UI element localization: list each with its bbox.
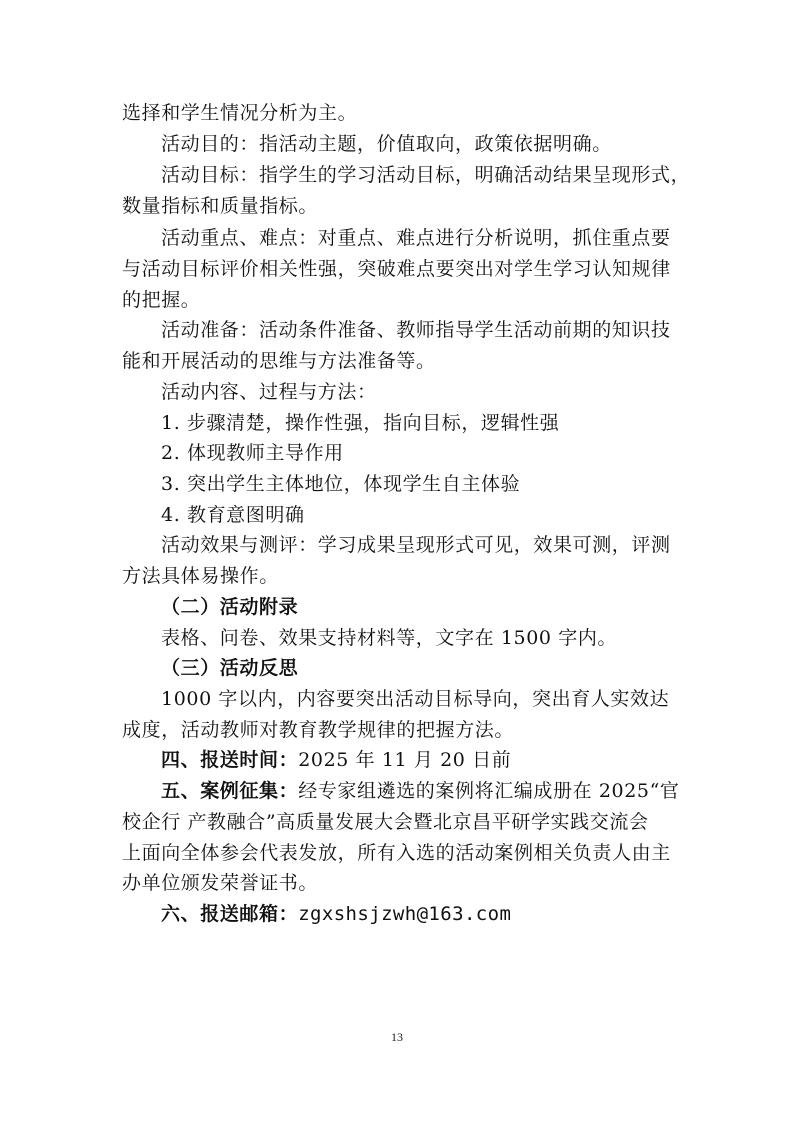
list-item: 2. 体现教师主导作用 [161,442,344,464]
collection-text: 办单位颁发荣誉证书。 [122,872,319,894]
section-body: 1000 字以内，内容要突出活动目标导向，突出育人实效达 [161,688,670,710]
collection-label: 五、案例征集： [161,780,299,802]
section-heading-reflection: （三）活动反思 [161,657,299,679]
list-item: 3. 突出学生主体地位，体现学生自主体验 [161,473,521,495]
paragraph-line: 与活动目标评价相关性强，突破难点要突出对学生学习认知规律 [122,258,671,280]
paragraph-line: 活动内容、过程与方法： [161,381,377,403]
paragraph-line: 选择和学生情况分析为主。 [122,102,358,124]
collection-text: 上面向全体参会代表发放，所有入选的活动案例相关负责人由主 [122,842,671,864]
paragraph-line: 数量指标和质量指标。 [122,195,319,217]
collection-line [161,776,680,806]
deadline-line [161,745,511,775]
paragraph-line: 活动效果与测评：学习成果呈现形式可见，效果可测，评测 [161,534,671,556]
collection-text: 校企行 产教融合”高质量发展大会暨北京昌平研学实践交流会 [122,811,649,833]
section-body: 成度，活动教师对教育教学规律的把握方法。 [122,719,515,741]
paragraph-line: 活动重点、难点：对重点、难点进行分析说明，抓住重点要 [161,227,671,249]
paragraph-line: 的把握。 [122,289,201,311]
list-item: 1. 步骤清楚，操作性强，指向目标，逻辑性强 [161,412,560,434]
email-address: zgxshsjzwh@163.com [298,903,512,925]
collection-text: 经专家组遴选的案例将汇编成册在 2025“官 [298,780,680,802]
paragraph-line: 能和开展活动的思维与方法准备等。 [122,350,436,372]
paragraph-line: 方法具体易操作。 [122,565,279,587]
section-heading-appendix: （二）活动附录 [161,596,299,618]
page-number: 13 [391,1030,403,1044]
deadline-label: 四、报送时间： [161,749,299,771]
deadline-value: 2025 年 11 月 20 日前 [298,749,512,771]
email-label: 六、报送邮箱： [161,903,299,925]
paragraph-line: 活动准备：活动条件准备、教师指导学生活动前期的知识技 [161,319,671,341]
email-line [161,899,511,929]
paragraph-line: 活动目标：指学生的学习活动目标，明确活动结果呈现形式， [161,164,691,186]
section-body: 表格、问卷、效果支持材料等，文字在 1500 字内。 [161,627,618,649]
paragraph-line: 活动目的：指活动主题，价值取向，政策依据明确。 [161,133,612,155]
list-item: 4. 教育意图明确 [161,504,305,526]
